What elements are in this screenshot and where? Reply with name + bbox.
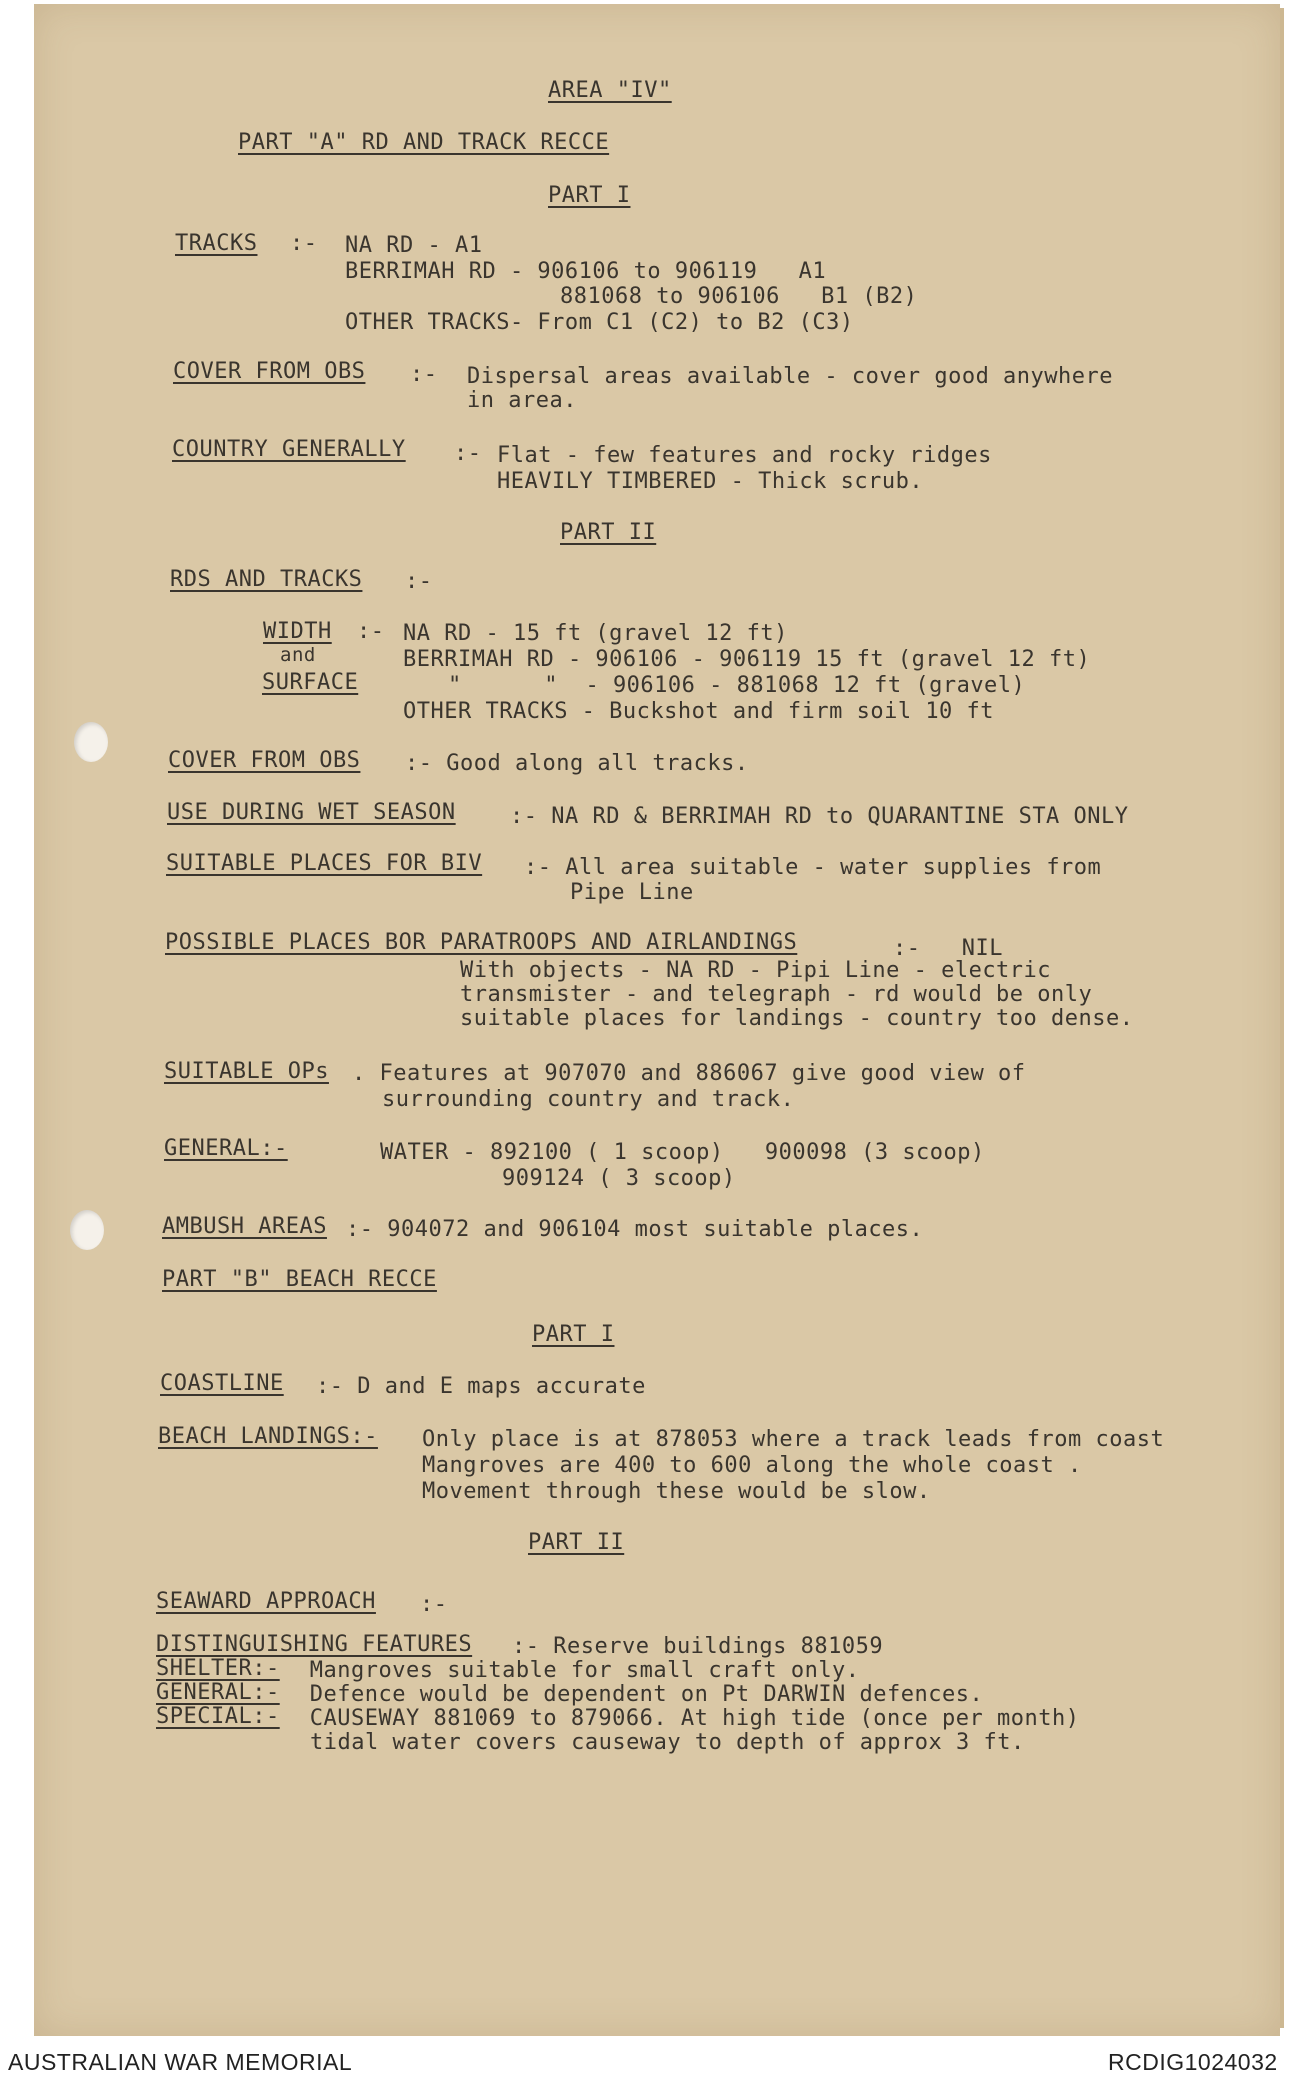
shelter-text: Mangroves suitable for small craft only.	[296, 1658, 860, 1683]
width-label: WIDTH	[263, 619, 332, 644]
cover2-label: COVER FROM OBS	[168, 748, 361, 773]
paratroops-line-2: transmister - and telegraph - rd would be only	[460, 982, 1093, 1007]
page-edge	[1280, 8, 1284, 2028]
distinguishing-label: DISTINGUISHING FEATURES	[156, 1632, 473, 1657]
part-a-heading: PART "A" RD AND TRACK RECCE	[238, 130, 610, 155]
paratroops-label: POSSIBLE PLACES BOR PARATROOPS AND AIRLANDINGS	[165, 930, 798, 955]
document-title: AREA "IV"	[548, 78, 672, 103]
footer-left: AUSTRALIAN WAR MEMORIAL	[8, 2049, 353, 2075]
beach-line-1: Only place is at 878053 where a track leads from coast	[422, 1427, 1165, 1452]
surface-label: SURFACE	[262, 670, 359, 695]
paratroops-sep: :- NIL	[893, 936, 1003, 961]
paratroops-line-1: With objects - NA RD - Pipi Line - electric	[460, 958, 1052, 983]
footer-right: RCDIG1024032	[1108, 2049, 1278, 2075]
part-b-1-heading: PART I	[532, 1322, 615, 1347]
ambush-label: AMBUSH AREAS	[162, 1214, 327, 1239]
part-a-1-heading: PART I	[548, 183, 631, 208]
beach-landings-label: BEACH LANDINGS:-	[158, 1424, 378, 1449]
cover1-line-2: in area.	[467, 388, 577, 413]
biv-line-2: Pipe Line	[570, 880, 694, 905]
width-line-3: " " - 906106 - 881068 12 ft (gravel)	[448, 673, 1026, 698]
country-sep: :-	[454, 441, 482, 466]
wet-season-label: USE DURING WET SEASON	[167, 800, 456, 825]
coastline-label: COASTLINE	[160, 1371, 284, 1396]
tracks-line-2: BERRIMAH RD - 906106 to 906119 A1	[345, 259, 827, 284]
cover1-label: COVER FROM OBS	[173, 359, 366, 384]
general-line-2: 909124 ( 3 scoop)	[502, 1166, 736, 1191]
beach-line-2: Mangroves are 400 to 600 along the whole coast .	[422, 1453, 1082, 1478]
ops-label: SUITABLE OPs	[164, 1059, 329, 1084]
and-label: and	[280, 644, 316, 666]
country-line-1: Flat - few features and rocky ridges	[497, 443, 992, 468]
ambush-text: :- 904072 and 906104 most suitable places.	[346, 1217, 924, 1242]
rds-sep: :-	[405, 569, 433, 594]
tracks-label: TRACKS	[175, 231, 258, 256]
general-label: GENERAL:-	[164, 1136, 288, 1161]
tracks-line-1: NA RD - A1	[345, 233, 483, 258]
tracks-sep: :-	[290, 231, 318, 256]
seaward-label: SEAWARD APPROACH	[156, 1589, 376, 1614]
ops-line-2: surrounding country and track.	[382, 1087, 795, 1112]
tracks-line-4: OTHER TRACKS- From C1 (C2) to B2 (C3)	[345, 310, 854, 335]
width-line-1: NA RD - 15 ft (gravel 12 ft)	[403, 621, 788, 646]
cover1-line-1: Dispersal areas available - cover good anywhere	[467, 364, 1114, 389]
special-line-2: tidal water covers causeway to depth of approx 3 ft.	[310, 1730, 1025, 1755]
special-label: SPECIAL:-	[156, 1704, 280, 1729]
punch-hole-upper	[74, 722, 108, 762]
tracks-line-3: 881068 to 906106 B1 (B2)	[560, 284, 918, 309]
general2-text: Defence would be dependent on Pt DARWIN defences.	[296, 1682, 984, 1707]
punch-hole-lower	[70, 1210, 104, 1250]
biv-line-1: :- All area suitable - water supplies from	[524, 855, 1102, 880]
wet-season-text: :- NA RD & BERRIMAH RD to QUARANTINE STA ONLY	[510, 804, 1129, 829]
biv-label: SUITABLE PLACES FOR BIV	[166, 851, 483, 876]
distinguishing-text: :- Reserve buildings 881059	[512, 1634, 884, 1659]
coastline-text: :- D and E maps accurate	[316, 1374, 646, 1399]
paratroops-line-3: suitable places for landings - country too dense.	[460, 1006, 1134, 1031]
country-label: COUNTRY GENERALLY	[172, 437, 406, 462]
beach-line-3: Movement through these would be slow.	[422, 1479, 931, 1504]
special-line-1: CAUSEWAY 881069 to 879066. At high tide (once per month)	[296, 1706, 1080, 1731]
seaward-sep: :-	[420, 1592, 448, 1617]
width-sep: :-	[357, 619, 385, 644]
general2-label: GENERAL:-	[156, 1680, 280, 1705]
ops-line-1: . Features at 907070 and 886067 give good view of	[352, 1061, 1026, 1086]
country-line-2: HEAVILY TIMBERED - Thick scrub.	[497, 469, 924, 494]
cover1-sep: :-	[410, 362, 438, 387]
general-line-1: WATER - 892100 ( 1 scoop) 900098 (3 scoop)	[380, 1140, 985, 1165]
part-b-heading: PART "B" BEACH RECCE	[162, 1267, 437, 1292]
cover2-text: :- Good along all tracks.	[405, 751, 749, 776]
shelter-label: SHELTER:-	[156, 1656, 280, 1681]
part-b-2-heading: PART II	[528, 1530, 625, 1555]
width-line-2: BERRIMAH RD - 906106 - 906119 15 ft (gravel 12 ft)	[403, 647, 1091, 672]
rds-label: RDS AND TRACKS	[170, 567, 363, 592]
part-a-2-heading: PART II	[560, 520, 657, 545]
width-line-4: OTHER TRACKS - Buckshot and firm soil 10 ft	[403, 699, 995, 724]
